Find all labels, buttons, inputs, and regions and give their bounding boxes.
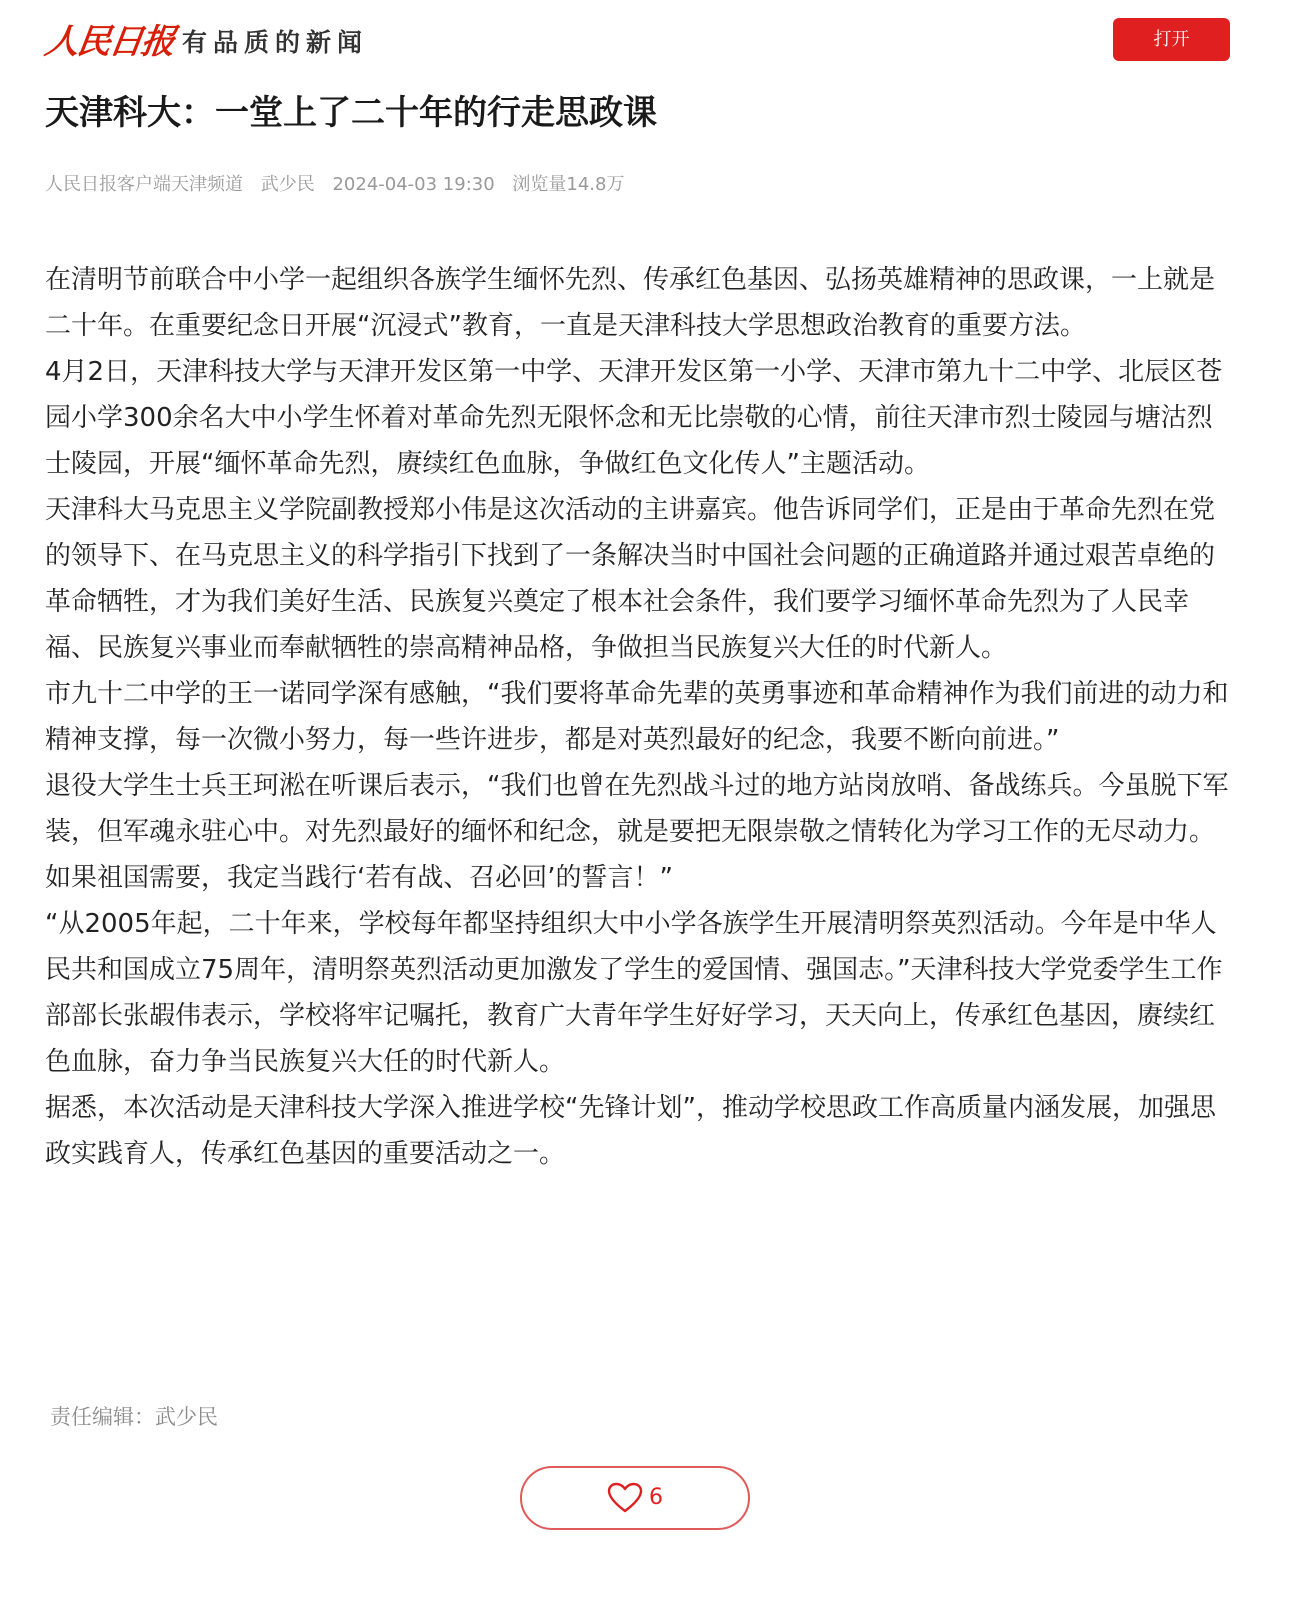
meta-author: 武少民 [260,174,315,195]
like-count: 6 [649,1485,663,1510]
article-paragraph: 据悉，本次活动是天津科技大学深入推进学校“先锋计划”，推动学校思政工作高质量内涵发展，加强思政实践育人，传承红色基因的重要活动之一。 [45,1093,1216,1169]
article-paragraph: 在清明节前联合中小学一起组织各族学生缅怀先烈、传承红色基因、弘扬英雄精神的思政课，一上就是二十年。在重要纪念日开展“沉浸式”教育，一直是天津科技大学思想政治教育的重要方法。 [45,265,1216,341]
responsible-editor: 责任编辑：武少民 [50,1405,218,1429]
article-paragraph: 4月2日，天津科技大学与天津开发区第一中学、天津开发区第一小学、天津市第九十二中学、北辰区苍园小学300余名大中小学生怀着对革命先烈无限怀念和无比崇敬的心情，前往天津市烈士陵园与塘沽烈士陵园，开展“缅怀革命先烈，赓续红色血脉，争做红色文化传人”主题活动。 [45,357,1223,479]
heart-icon [607,1482,643,1514]
article-paragraph: 市九十二中学的王一诺同学深有感触，“我们要将革命先辈的英勇事迹和革命精神作为我们前进的动力和精神支撑，每一次微小努力，每一些许进步，都是对英烈最好的纪念，我要不断向前进。” [45,679,1229,755]
article-body [45,257,1230,1177]
meta-views: 浏览量14.8万 [512,174,625,195]
article-paragraph: 天津科大马克思主义学院副教授郑小伟是这次活动的主讲嘉宾。他告诉同学们，正是由于革命先烈在党的领导下、在马克思主义的科学指引下找到了一条解决当时中国社会问题的正确道路并通过艰苦卓绝的革命牺牲，才为我们美好生活、民族复兴奠定了根本社会条件，我们要学习缅怀革命先烈为了人民幸福、民族复兴事业而奉献牺牲的崇高精神品格，争做担当民族复兴大任的时代新人。 [45,495,1216,663]
brand-logo[interactable]: 人民日报 [42,22,176,62]
article-title: 天津科大：一堂上了二十年的行走思政课 [45,93,657,133]
brand-slogan: 有品质的新闻 [182,28,369,57]
like-button[interactable] [520,1466,750,1530]
article-paragraph: “从2005年起，二十年来，学校每年都坚持组织大中小学各族学生开展清明祭英烈活动。今年是中华人民共和国成立75周年，清明祭英烈活动更加激发了学生的爱国情、强国志。”天津科技大学党委学生工作部部长张嘏伟表示，学校将牢记嘱托，教育广大青年学生好好学习，天天向上，传承红色基因，赓续红色血脉，奋力争当民族复兴大任的时代新人。 [45,909,1223,1077]
article-paragraph: 退役大学生士兵王珂淞在听课后表示，“我们也曾在先烈战斗过的地方站岗放哨、备战练兵。今虽脱下军装，但军魂永驻心中。对先烈最好的缅怀和纪念，就是要把无限崇敬之情转化为学习工作的无尽动力。如果祖国需要，我定当践行‘若有战、召必回’的誓言！” [45,771,1229,893]
open-app-button[interactable]: 打开 [1113,18,1230,61]
top-bar [42,18,1230,64]
article-meta [45,172,636,198]
meta-source: 人民日报客户端天津频道 [45,174,243,195]
meta-datetime: 2024-04-03 19:30 [332,174,495,195]
